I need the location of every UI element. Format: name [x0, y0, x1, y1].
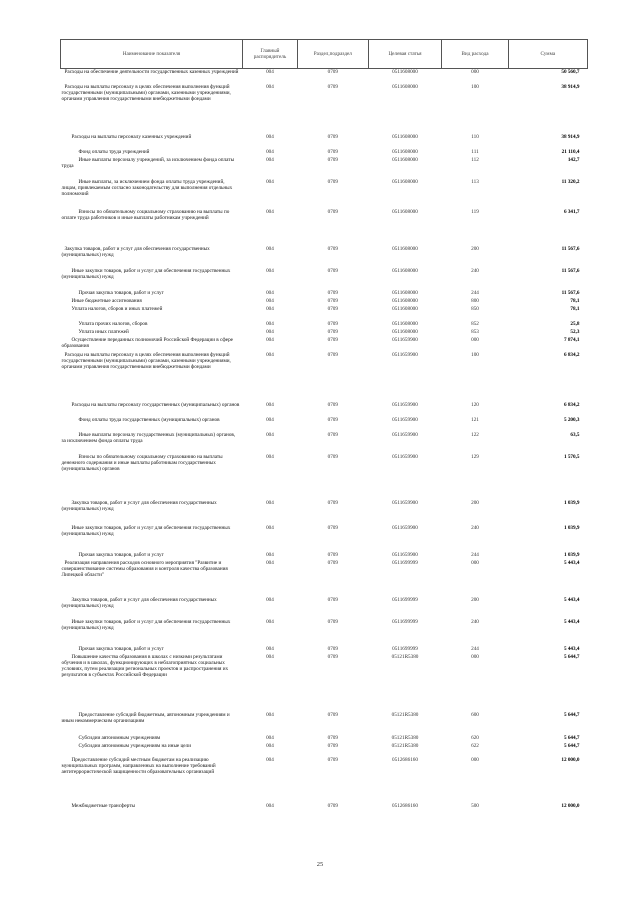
row-section: 0709: [327, 133, 338, 140]
row-expense-type: 240: [471, 618, 479, 625]
table-row: [61, 268, 588, 290]
row-name: Предоставление субсидий бюджетным, автономным учреждениям и иным некоммерческим организациям: [61, 711, 230, 724]
row-sum: 11 567,6: [561, 245, 580, 252]
row-main-manager: 004: [266, 401, 274, 408]
row-expense-type: 244: [471, 551, 479, 558]
row-target-article: 0511608000: [392, 320, 418, 327]
table-row: [61, 712, 588, 735]
table-row: [61, 417, 588, 432]
row-main-manager: 004: [266, 133, 274, 140]
row-name: Уплата прочих налогов, сборов: [78, 320, 148, 327]
row-section: 0709: [327, 267, 338, 274]
row-name: Субсидии автономным учреждениям: [78, 734, 161, 741]
row-sum: 1 570,5: [563, 453, 580, 460]
row-name: Иные выплаты персоналу государственных (муниципальных) органов, за исключением фонда оплаты труда: [61, 431, 236, 444]
row-name: Фонд оплаты труда государственных (муниципальных) органов: [78, 416, 220, 423]
table-row: [61, 552, 588, 560]
header-expense-type: Вид расхода: [442, 40, 508, 69]
row-section: 0709: [327, 711, 338, 718]
row-main-manager: 004: [266, 416, 274, 423]
row-target-article: 0511608000: [392, 208, 418, 215]
row-name: Иные закупки товаров, работ и услуг для обеспечения государственных (муниципальных) нужд: [61, 618, 231, 631]
row-main-manager: 004: [266, 305, 274, 312]
row-name: Взносы по обязательному социальному страхованию на выплаты по оплате труда работников и иные выплаты работникам учреждений: [61, 208, 230, 221]
row-main-manager: 004: [266, 645, 274, 652]
row-sum: 6 341,7: [563, 208, 580, 215]
row-main-manager: 004: [266, 653, 274, 660]
header-main-manager: Главный распорядитель: [242, 40, 297, 69]
row-target-article: 0511659900: [392, 524, 418, 531]
row-name: Расходы на выплаты персоналу в целях обеспечения выполнения функций государственными (муниципальными) органами, казенными учреждениями, органами управления государственными внебюджетными фондами: [61, 83, 231, 103]
row-main-manager: 004: [266, 551, 274, 558]
budget-table: [60, 39, 588, 811]
row-section: 0709: [327, 734, 338, 741]
row-section: 0709: [327, 653, 338, 660]
row-name: Закупка товаров, работ и услуг для обеспечения государственных (муниципальных) нужд: [61, 245, 210, 258]
row-main-manager: 004: [266, 431, 274, 438]
table-row: [61, 306, 588, 321]
table-row: [61, 352, 588, 402]
table-row: [61, 157, 588, 179]
row-section: 0709: [327, 69, 338, 75]
table-row: [61, 619, 588, 646]
row-expense-type: 121: [471, 416, 479, 423]
table-row: [61, 321, 588, 329]
row-expense-type: 000: [471, 653, 479, 660]
row-expense-type: 200: [471, 499, 479, 506]
row-section: 0709: [327, 431, 338, 438]
row-main-manager: 004: [266, 178, 274, 185]
table-row: [61, 246, 588, 268]
row-target-article: 0511659900: [392, 431, 418, 438]
row-sum: 38 914,9: [561, 83, 580, 90]
row-target-article: 0511608000: [392, 289, 418, 296]
row-expense-type: 500: [471, 802, 479, 809]
row-section: 0709: [327, 742, 338, 749]
row-section: 0709: [327, 499, 338, 506]
row-expense-type: 113: [471, 178, 479, 185]
row-sum: 1 039,9: [563, 551, 580, 558]
row-target-article: 0511608000: [392, 328, 418, 335]
row-section: 0709: [327, 320, 338, 327]
row-sum: 1 039,9: [563, 499, 580, 506]
row-expense-type: 100: [471, 83, 479, 90]
row-section: 0709: [327, 524, 338, 531]
row-section: 0709: [327, 802, 338, 809]
row-expense-type: 000: [471, 69, 479, 75]
row-target-article: 05121R5380: [391, 711, 419, 718]
row-name: Иные закупки товаров, работ и услуг для обеспечения государственных (муниципальных) нужд: [61, 524, 231, 537]
row-target-article: 0511608000: [392, 156, 418, 163]
row-sum: 5 200,3: [563, 416, 580, 423]
row-target-article: 0511608000: [392, 297, 418, 304]
row-sum: 12 000,0: [561, 756, 580, 763]
row-sum: 38 914,9: [561, 133, 580, 140]
row-main-manager: 004: [266, 328, 274, 335]
row-name: Иные бюджетные ассигнования: [71, 297, 142, 304]
row-main-manager: 004: [266, 618, 274, 625]
row-expense-type: 853: [471, 328, 479, 335]
row-sum: 52,3: [570, 328, 580, 335]
table-row: [61, 84, 588, 134]
row-main-manager: 004: [266, 524, 274, 531]
row-section: 0709: [327, 559, 338, 566]
row-expense-type: 800: [471, 297, 479, 304]
table-row: [61, 298, 588, 306]
row-sum: 11 567,6: [561, 267, 580, 274]
row-name: Реализация направления расходов основного мероприятия "Развитие и совершенствование системы образования и контроля качества образования Липецкой области": [61, 559, 228, 579]
row-target-article: 0511659900: [392, 416, 418, 423]
row-sum: 5 644,7: [563, 742, 580, 749]
row-sum: 50 560,7: [561, 69, 580, 75]
row-main-manager: 004: [266, 297, 274, 304]
row-main-manager: 004: [266, 336, 274, 343]
table-row: [61, 69, 588, 84]
row-name: Прочая закупка товаров, работ и услуг: [78, 551, 164, 558]
row-sum: 78,1: [570, 297, 580, 304]
row-sum: 5 644,7: [563, 711, 580, 718]
table-row: [61, 560, 588, 597]
row-main-manager: 004: [266, 83, 274, 90]
row-name: Расходы на выплаты персоналу казенных учреждений: [71, 133, 192, 140]
row-name: Фонд оплаты труда учреждений: [78, 148, 150, 155]
row-target-article: 0511608000: [392, 133, 418, 140]
row-expense-type: 100: [471, 351, 479, 358]
table-body: [61, 69, 588, 811]
row-section: 0709: [327, 351, 338, 358]
row-name: Предоставление субсидий местным бюджетам на реализацию муниципальных программ, направленных на выполнение требований антитеррористической защищенности образовательных организаций: [61, 756, 216, 776]
row-name: Прочая закупка товаров, работ и услуг: [78, 645, 164, 652]
row-expense-type: 620: [471, 734, 479, 741]
row-name: Иные выплаты персоналу учреждений, за исключением фонда оплаты труда: [61, 156, 235, 169]
row-target-article: 0511608000: [392, 178, 418, 185]
row-main-manager: 004: [266, 559, 274, 566]
header-section: Раздел,подраздел: [298, 40, 369, 69]
row-expense-type: 120: [471, 401, 479, 408]
row-target-article: 0511659900: [392, 453, 418, 460]
row-target-article: 0511659900: [392, 336, 418, 343]
page-number: 25: [316, 861, 324, 868]
row-sum: 11 320,2: [561, 178, 580, 185]
row-section: 0709: [327, 618, 338, 625]
row-expense-type: 600: [471, 711, 479, 718]
row-section: 0709: [327, 245, 338, 252]
row-main-manager: 004: [266, 499, 274, 506]
row-name: Закупка товаров, работ и услуг для обеспечения государственных (муниципальных) нужд: [61, 596, 217, 609]
row-name: Иные закупки товаров, работ и услуг для обеспечения государственных (муниципальных) нужд: [61, 267, 231, 280]
row-target-article: 0511659900: [392, 551, 418, 558]
table-row: [61, 402, 588, 417]
table-row: [61, 803, 588, 811]
row-target-article: 0511659900: [392, 351, 418, 358]
row-name: Иные выплаты, за исключением фонда оплаты труда учреждений, лицам, привлекаемым согласно законодательству для выполнения отдельных полномочий: [61, 178, 233, 198]
row-target-article: 0512686160: [392, 756, 418, 763]
table-row: [61, 329, 588, 337]
row-main-manager: 004: [266, 289, 274, 296]
row-target-article: 0512686160: [392, 802, 418, 809]
row-sum: 5 443,4: [563, 645, 580, 652]
row-target-article: 0511659900: [392, 401, 418, 408]
row-section: 0709: [327, 756, 338, 763]
table-row: [61, 290, 588, 298]
table-row: [61, 454, 588, 500]
table-row: [61, 735, 588, 743]
row-expense-type: 119: [471, 208, 479, 215]
row-section: 0709: [327, 596, 338, 603]
row-section: 0709: [327, 289, 338, 296]
row-expense-type: 129: [471, 453, 479, 460]
row-section: 0709: [327, 336, 338, 343]
row-name: Расходы на выплаты персоналу в целях обеспечения выполнения функций государственными (муниципальными) органами, казенными учреждениями, органами управления государственными внебюджетными фондами: [61, 351, 231, 371]
row-target-article: 0511608000: [392, 245, 418, 252]
row-target-article: 0511608000: [392, 305, 418, 312]
row-section: 0709: [327, 208, 338, 215]
row-target-article: 0511699999: [392, 596, 418, 603]
row-sum: 12 000,0: [561, 802, 580, 809]
row-sum: 1 039,9: [563, 524, 580, 531]
table-row: [61, 654, 588, 712]
row-target-article: 0511699999: [392, 559, 418, 566]
row-name: Взносы по обязательному социальному страхованию на выплаты денежного содержания и иные выплаты работникам государственных (муниципальных) органов: [61, 453, 223, 473]
row-sum: 5 443,4: [563, 618, 580, 625]
row-target-article: 0511699999: [392, 618, 418, 625]
row-expense-type: 200: [471, 596, 479, 603]
row-section: 0709: [327, 178, 338, 185]
row-name: Расходы на обеспечение деятельности государственных казенных учреждений: [64, 69, 239, 75]
table-row: [61, 432, 588, 454]
row-expense-type: 244: [471, 645, 479, 652]
row-expense-type: 852: [471, 320, 479, 327]
row-main-manager: 004: [266, 351, 274, 358]
row-sum: 6 834,2: [563, 401, 580, 408]
row-main-manager: 004: [266, 734, 274, 741]
row-name: Прочая закупка товаров, работ и услуг: [78, 289, 164, 296]
row-expense-type: 240: [471, 524, 479, 531]
row-target-article: 0511608000: [392, 69, 418, 75]
row-sum: 5 644,7: [563, 734, 580, 741]
table-row: [61, 209, 588, 246]
row-expense-type: 111: [471, 148, 479, 155]
table-row: [61, 757, 588, 803]
table-row: [61, 525, 588, 552]
row-section: 0709: [327, 156, 338, 163]
header-name: Наименование показателя: [61, 40, 243, 69]
row-expense-type: 110: [471, 133, 479, 140]
row-name: Уплата иных платежей: [78, 328, 129, 335]
header-target-article: Целевая статья: [368, 40, 442, 69]
row-main-manager: 004: [266, 596, 274, 603]
row-target-article: 05121R5380: [391, 734, 419, 741]
row-target-article: 0511608000: [392, 267, 418, 274]
row-name: Повышение качества образования в школах с низкими результатами обучения и в школах, функционирующих в неблагоприятных социальных условиях, путем реализации региональных проектов и распространения их результатов в субъектах Российской Федерации: [61, 653, 229, 679]
row-expense-type: 850: [471, 305, 479, 312]
table-row: [61, 149, 588, 157]
row-expense-type: 622: [471, 742, 479, 749]
row-main-manager: 004: [266, 756, 274, 763]
row-sum: 6 834,2: [563, 351, 580, 358]
row-main-manager: 004: [266, 711, 274, 718]
row-name: Уплата налогов, сборов и иных платежей: [71, 305, 163, 312]
row-name: Субсидии автономным учреждениям на иные цели: [78, 742, 191, 749]
row-target-article: 0511659900: [392, 499, 418, 506]
row-section: 0709: [327, 148, 338, 155]
row-sum: 63,5: [570, 431, 580, 438]
row-name: Межбюджетные трансферты: [71, 802, 136, 809]
row-name: Расходы на выплаты персоналу государственных (муниципальных) органов: [71, 401, 240, 408]
row-name: Закупка товаров, работ и услуг для обеспечения государственных (муниципальных) нужд: [61, 499, 217, 512]
row-expense-type: 000: [471, 559, 479, 566]
row-target-article: 0511699999: [392, 645, 418, 652]
row-sum: 5 443,4: [563, 559, 580, 566]
row-main-manager: 004: [266, 148, 274, 155]
table-header-row: [61, 40, 588, 69]
row-section: 0709: [327, 83, 338, 90]
table-row: [61, 743, 588, 757]
table-row: [61, 337, 588, 352]
table-row: [61, 646, 588, 654]
row-expense-type: 122: [471, 431, 479, 438]
row-main-manager: 004: [266, 156, 274, 163]
row-sum: 5 644,7: [563, 653, 580, 660]
row-sum: 7 874,1: [563, 336, 580, 343]
row-main-manager: 004: [266, 69, 274, 75]
row-expense-type: 200: [471, 245, 479, 252]
table-row: [61, 134, 588, 149]
row-sum: 78,1: [570, 305, 580, 312]
row-sum: 11 567,6: [561, 289, 580, 296]
row-section: 0709: [327, 645, 338, 652]
row-section: 0709: [327, 305, 338, 312]
row-target-article: 0511608000: [392, 148, 418, 155]
row-section: 0709: [327, 401, 338, 408]
row-expense-type: 240: [471, 267, 479, 274]
row-name: Осуществление переданных полномочий Российской Федерации в сфере образования: [61, 336, 233, 349]
row-main-manager: 004: [266, 453, 274, 460]
row-section: 0709: [327, 453, 338, 460]
row-main-manager: 004: [266, 802, 274, 809]
row-main-manager: 004: [266, 267, 274, 274]
row-main-manager: 004: [266, 245, 274, 252]
table-row: [61, 179, 588, 209]
row-expense-type: 112: [471, 156, 479, 163]
header-sum: Сумма: [508, 40, 587, 69]
row-target-article: 05121R5380: [391, 742, 419, 749]
row-main-manager: 004: [266, 208, 274, 215]
row-sum: 25,8: [570, 320, 580, 327]
row-target-article: 0511608000: [392, 83, 418, 90]
row-sum: 21 110,4: [561, 148, 580, 155]
row-expense-type: 244: [471, 289, 479, 296]
row-target-article: 05121R5380: [391, 653, 419, 660]
row-sum: 142,7: [567, 156, 580, 163]
row-sum: 5 443,4: [563, 596, 580, 603]
table-row: [61, 597, 588, 619]
row-expense-type: 000: [471, 336, 479, 343]
row-main-manager: 004: [266, 742, 274, 749]
row-main-manager: 004: [266, 320, 274, 327]
row-section: 0709: [327, 551, 338, 558]
table-row: [61, 500, 588, 525]
row-section: 0709: [327, 328, 338, 335]
row-expense-type: 000: [471, 756, 479, 763]
row-section: 0709: [327, 416, 338, 423]
row-section: 0709: [327, 297, 338, 304]
